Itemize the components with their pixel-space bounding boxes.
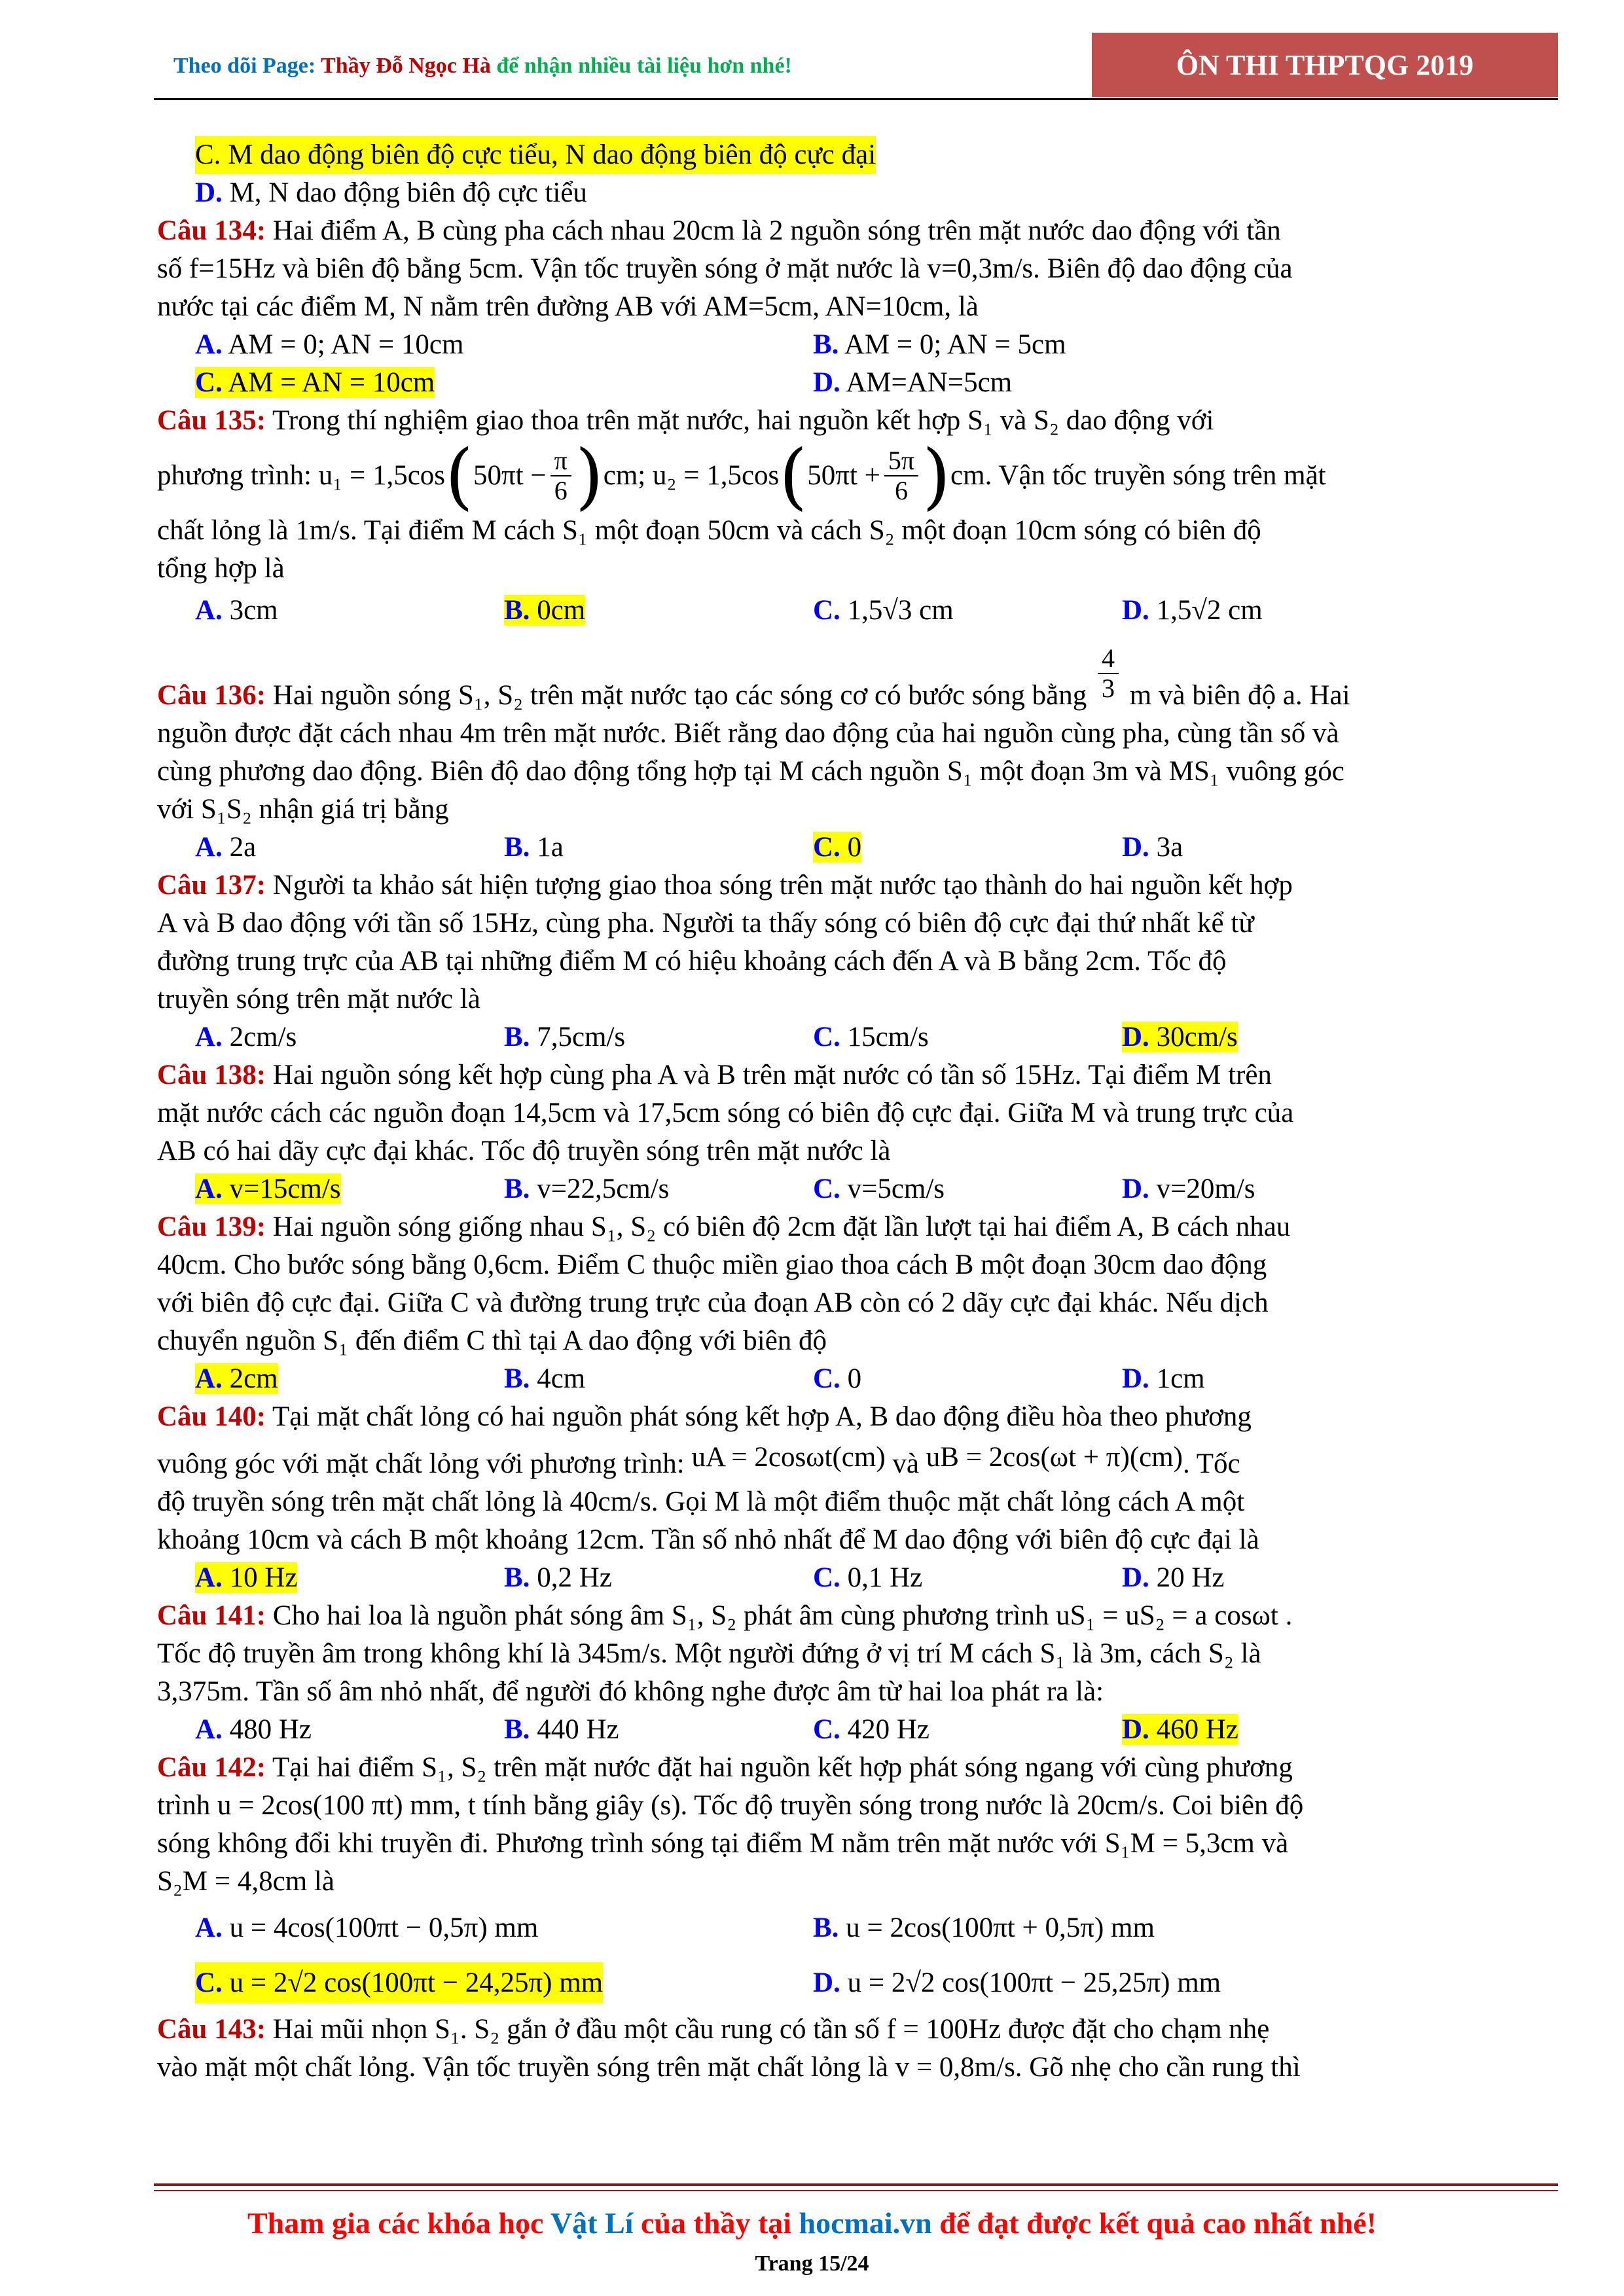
option-d[interactable]: D. 20 Hz (1122, 1562, 1225, 1593)
fraction: $\frac{4}{3}$ (1098, 644, 1119, 703)
option-c[interactable]: C. v=5cm/s (813, 1174, 945, 1204)
question-136: Câu 136: Hai nguồn sóng S₁, S₂ trên mặt nước tạo các sóng cơ có bước sóng bằng $\frac{4}{3}$ m và biên độ a. Hai nguồn được đặt cách nhau 4m trên mặt nước. Biết rằng dao động của hai nguồn cùng pha, cùng tần số và cùng phương dao động. Biên độ dao động tổng hợp tại M cách nguồn S₁ một đoạn 3m và MS₁ vuông góc với S₁S₂ nhận giá trị bằng A. 2a B. 1a C. 0 D. 3a (157, 656, 1512, 867)
question-label: Câu 136: (157, 680, 266, 711)
option-a[interactable]: A. AM = 0; AN = 10cm (195, 329, 464, 360)
question-label: Câu 135: (157, 405, 266, 436)
options-row (157, 1956, 1512, 2011)
prev-options-d (157, 174, 1512, 212)
option-c[interactable]: C. 420 Hz (813, 1714, 929, 1745)
question-143: Câu 143: Hai mũi nhọn S₁. S₂ gắn ở đầu một cầu rung có tần số f = 100Hz được đặt cho chạm nhẹ vào mặt một chất lỏng. Vận tốc truyền sóng trên mặt chất lỏng là v = 0,8m/s. Gõ nhẹ cho cần rung thì (157, 2014, 1301, 2083)
option-d[interactable]: D. 1cm (1122, 1363, 1205, 1394)
equation-us: uS₁ = uS₂ = a cosωt (1056, 1600, 1278, 1631)
option-d[interactable]: D. AM=AN=5cm (813, 367, 1013, 398)
header-badge: ÔN THI THPTQG 2019 (1092, 33, 1558, 97)
footer-promo: Tham gia các khóa học Vật Lí của thầy tại hocmai.vn để đạt được kết quả cao nhất nhé! (247, 2206, 1377, 2240)
option-b[interactable]: B. v=22,5cm/s (504, 1174, 670, 1204)
option-b[interactable]: B. 0cm (504, 595, 586, 626)
option-a[interactable]: A. v=15cm/s (195, 1174, 341, 1204)
question-142: Câu 142: Tại hai điểm S₁, S₂ trên mặt nước đặt hai nguồn kết hợp phát sóng ngang với cùng phương trình u = 2cos(100 πt) mm, t tính bằng giây (s). Tốc độ truyền sóng trong nước là 20cm/s. Coi biên độ sóng không đổi khi truyền đi. Phương trình sóng tại điểm M nằm trên mặt nước với S₁M = 5,3cm và S₂M = 4,8cm là A. u = 4cos(100πt − 0,5π) mm B. u = 2cos(100πt + 0,5π) mm C. u = 2√2 cos(100πt − 24,25π) mm D. u = 2√2 cos(100πt − 25,25π) mm (157, 1749, 1512, 2011)
option-a[interactable]: A. 2a (195, 832, 257, 863)
option-b[interactable]: B. 0,2 Hz (504, 1562, 612, 1593)
equation-u1: u₁ = 1,5cos (318, 460, 446, 491)
option-a[interactable]: A. 3cm (195, 595, 278, 626)
question-137: Câu 137: Người ta khảo sát hiện tượng giao thoa sóng trên mặt nước tạo thành do hai nguồn kết hợp A và B dao động với tần số 15Hz, cùng pha. Người ta thấy sóng có biên độ cực đại thứ nhất kể từ đường trung trực của AB tại những điểm M có hiệu khoảng cách đến A và B bằng 2cm. Tốc độ truyền sóng trên mặt nước là A. 2cm/s B. 7,5cm/s C. 15cm/s D. 30cm/s (157, 867, 1512, 1056)
option-c[interactable]: C. AM = AN = 10cm (195, 367, 435, 398)
option-a[interactable]: A. 480 Hz (195, 1714, 312, 1745)
option-c[interactable]: C. 1,5√3 cm (813, 595, 954, 626)
header-divider (154, 98, 1558, 100)
option-c[interactable]: C. u = 2√2 cos(100πt − 24,25π) mm (195, 1964, 813, 2002)
page-number: Trang 15/24 (755, 2251, 869, 2276)
option-c[interactable]: C. 0 (813, 832, 862, 863)
option-b[interactable]: B. 1a (504, 832, 564, 863)
options-row (157, 326, 1512, 364)
option-d[interactable]: D. u = 2√2 cos(100πt − 25,25π) mm (813, 1967, 1221, 1998)
equation-ub: uB = 2cos(ωt + π)(cm) (926, 1442, 1183, 1473)
footer-divider (154, 2183, 1558, 2186)
option-a[interactable]: A. u = 4cos(100πt − 0,5π) mm (195, 1912, 539, 1943)
options-row (157, 1360, 1512, 1398)
footer-divider-thin (154, 2190, 1558, 2191)
option-b[interactable]: B. 7,5cm/s (504, 1022, 626, 1052)
question-label: Câu 142: (157, 1752, 266, 1783)
question-label: Câu 139: (157, 1211, 266, 1242)
option-c[interactable]: C. 0 (813, 1363, 862, 1394)
option-d[interactable]: D. 1,5√2 cm (1122, 595, 1263, 626)
question-label: Câu 137: (157, 870, 266, 901)
prev-options (157, 136, 1512, 174)
option-b[interactable]: B. 440 Hz (504, 1714, 619, 1745)
option-d[interactable]: D. 3a (1122, 832, 1183, 863)
option-d[interactable]: D. 460 Hz (1122, 1714, 1238, 1745)
header-prefix: Theo dõi Page: (173, 54, 321, 78)
options-row (157, 829, 1512, 867)
option-b[interactable]: B. 4cm (504, 1363, 586, 1394)
question-138: Câu 138: Hai nguồn sóng kết hợp cùng pha A và B trên mặt nước có tần số 15Hz. Tại điểm M trên mặt nước cách các nguồn đoạn 14,5cm và 17,5cm sóng có biên độ cực đại. Giữa M và trung trực của AB có hai dãy cực đại khác. Tốc độ truyền sóng trên mặt nước là A. v=15cm/s B. v=22,5cm/s C. v=5cm/s D. v=20m/s (157, 1056, 1512, 1208)
header-teacher-name[interactable]: Thầy Đỗ Ngọc Hà (321, 54, 491, 78)
equation-line: vuông góc với mặt chất lỏng với phương trình: uA = 2cosωt(cm) và uB = 2cos(ωt + π)(cm) . Tốc (157, 1436, 1512, 1483)
question-141: Câu 141: Cho hai loa là nguồn phát sóng âm S₁, S₂ phát âm cùng phương trình uS₁ = uS₂ = a cosωt . Tốc độ truyền âm trong không khí là 345m/s. Một người đứng ở vị trí M cách S₁ là 3m, cách S₂ là 3,375m. Tần số âm nhỏ nhất, để người đó không nghe được âm từ hai loa phát ra là: A. 480 Hz B. 440 Hz C. 420 Hz D. 460 Hz (157, 1597, 1512, 1749)
header-suffix: để nhận nhiều tài liệu hơn nhé! (490, 54, 792, 78)
question-139: Câu 139: Hai nguồn sóng giống nhau S₁, S₂ có biên độ 2cm đặt lần lượt tại hai điểm A, B cách nhau 40cm. Cho bước sóng bằng 0,6cm. Điểm C thuộc miền giao thoa cách B một đoạn 30cm dao động với biên độ cực đại. Giữa C và đường trung trực của đoạn AB còn có 2 dãy cực đại khác. Nếu dịch chuyển nguồn S₁ đến điểm C thì tại A dao động với biên độ A. 2cm B. 4cm C. 0 D. 1cm (157, 1208, 1512, 1398)
option-d[interactable]: D. v=20m/s (1122, 1174, 1255, 1204)
option-c[interactable]: C. 0,1 Hz (813, 1562, 923, 1593)
question-140: Câu 140: Tại mặt chất lỏng có hai nguồn phát sóng kết hợp A, B dao động điều hòa theo phương vuông góc với mặt chất lỏng với phương trình: uA = 2cosωt(cm) và uB = 2cos(ωt + π)(cm) . Tốc độ truyền sóng trên mặt chất lỏng là 40cm/s. Gọi M là một điểm thuộc mặt chất lỏng cách A một khoảng 10cm và cách B một khoảng 12cm. Tần số nhỏ nhất để M dao động với biên độ cực đại là A. 10 Hz B. 0,2 Hz C. 0,1 Hz D. 20 Hz (157, 1398, 1512, 1597)
options-row (157, 1559, 1512, 1597)
option-b[interactable]: B. u = 2cos(100πt + 0,5π) mm (813, 1912, 1155, 1943)
option-b[interactable]: B. AM = 0; AN = 5cm (813, 329, 1066, 360)
option-a[interactable]: A. 10 Hz (195, 1562, 298, 1593)
option-a[interactable]: A. 2cm/s (195, 1022, 297, 1052)
prev-option-d: D. M, N dao động biên độ cực tiểu (195, 177, 587, 208)
prev-option-c: C. M dao động biên độ cực tiểu, N dao động biên độ cực đại (195, 136, 876, 174)
options-row (157, 1018, 1512, 1056)
option-c[interactable]: C. 15cm/s (813, 1022, 929, 1052)
question-label: Câu 140: (157, 1401, 266, 1432)
footer-link[interactable]: hocmai.vn (799, 2206, 932, 2240)
option-d[interactable]: D. 30cm/s (1122, 1022, 1238, 1052)
equation-u2: cm; u₂ = 1,5cos (603, 460, 780, 491)
question-label: Câu 134: (157, 215, 266, 246)
question-label: Câu 138: (157, 1060, 266, 1090)
options-row (157, 1901, 1512, 1956)
fraction: $\frac{\pi}{6}$ (550, 446, 571, 505)
equation-ua: uA = 2cosωt(cm) (691, 1442, 886, 1473)
option-a[interactable]: A. 2cm (195, 1363, 278, 1394)
options-row (157, 592, 1512, 630)
options-row (157, 1711, 1512, 1749)
question-135: Câu 135: Trong thí nghiệm giao thoa trên mặt nước, hai nguồn kết hợp S₁ và S₂ dao động với phương trình: u₁ = 1,5cos ( 50πt − $\frac{\pi}{6}$ ) cm; u₂ = 1,5cos ( 50πt + $\frac{5\pi}{6}$ ) cm . Vận tốc truyền sóng trên mặt chất lỏng là 1m/s. Tại điểm M cách S₁ một đoạn 50cm và cách S₂ một đoạn 10cm sóng có biên độ tổng hợp là A. 3cm B. 0cm C. 1,5√3 cm D. 1,5√2 cm (157, 402, 1512, 630)
options-row (157, 1170, 1512, 1208)
question-134: Câu 134: Hai điểm A, B cùng pha cách nhau 20cm là 2 nguồn sóng trên mặt nước dao động với tần số f=15Hz và biên độ bằng 5cm. Vận tốc truyền sóng ở mặt nước là v=0,3m/s. Biên độ dao động của nước tại các điểm M, N nằm trên đường AB với AM=5cm, AN=10cm, là A. AM = 0; AN = 10cm B. AM = 0; AN = 5cm C. AM = AN = 10cm D. AM=AN=5cm (157, 212, 1512, 402)
fraction: $\frac{5\pi}{6}$ (884, 446, 918, 505)
header-follow-text (173, 54, 792, 79)
question-label: Câu 141: (157, 1600, 266, 1631)
question-label: Câu 143: (157, 2014, 266, 2045)
options-row (157, 364, 1512, 402)
equation-line: phương trình: u₁ = 1,5cos ( 50πt − $\frac{\pi}{6}$ ) cm; u₂ = 1,5cos ( 50πt + $\frac{5\pi}{6}$ ) cm . Vận tốc truyền sóng trên mặt (157, 434, 1326, 518)
document-body (157, 136, 1512, 2087)
